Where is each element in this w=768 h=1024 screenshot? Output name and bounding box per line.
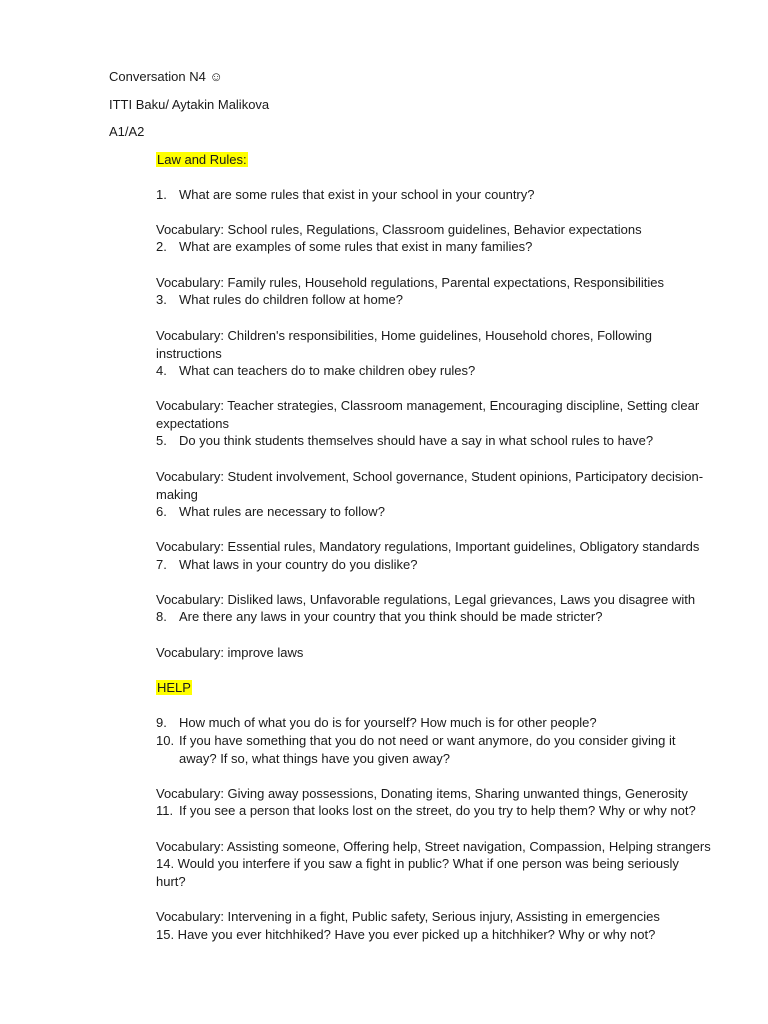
section-heading-law bbox=[156, 151, 248, 169]
question-14-continued: hurt? bbox=[156, 874, 186, 889]
section-heading-help bbox=[156, 679, 192, 697]
vocabulary-2: Vocabulary: Family rules, Household regulations, Parental expectations, Responsibilities bbox=[156, 275, 664, 290]
highlighted-heading: Law and Rules: bbox=[157, 152, 247, 167]
question-text: What rules are necessary to follow? bbox=[179, 504, 385, 519]
question-text: What can teachers do to make children obey rules? bbox=[179, 363, 476, 378]
question-3 bbox=[156, 291, 403, 309]
question-10-continued: away? If so, what things have you given away? bbox=[179, 751, 450, 766]
vocabulary-5-line1: Vocabulary: Student involvement, School governance, Student opinions, Participatory decision- bbox=[156, 469, 704, 484]
question-8 bbox=[156, 608, 602, 626]
vocabulary-5-line2: making bbox=[156, 487, 198, 502]
question-text: Do you think students themselves should have a say in what school rules to have? bbox=[179, 433, 654, 448]
vocabulary-11: Vocabulary: Assisting someone, Offering help, Street navigation, Compassion, Helping strangers bbox=[156, 839, 711, 854]
question-number: 4. bbox=[156, 363, 167, 378]
question-text: If you have something that you do not need or want anymore, do you consider giving it bbox=[179, 733, 676, 748]
question-text: Are there any laws in your country that you think should be made stricter? bbox=[179, 609, 603, 624]
author-line: ITTI Baku/ Aytakin Malikova bbox=[109, 97, 270, 112]
highlighted-heading: HELP bbox=[157, 680, 191, 695]
question-number: 2. bbox=[156, 239, 167, 254]
question-15: 15. Have you ever hitchhiked? Have you ever picked up a hitchhiker? Why or why not? bbox=[156, 927, 656, 942]
vocabulary-8: Vocabulary: improve laws bbox=[156, 645, 304, 660]
question-number: 8. bbox=[156, 609, 167, 624]
question-6 bbox=[156, 503, 385, 521]
question-1 bbox=[156, 186, 535, 204]
level-line: A1/A2 bbox=[109, 124, 145, 139]
question-number: 7. bbox=[156, 557, 167, 572]
question-text: What laws in your country do you dislike? bbox=[179, 557, 418, 572]
question-number: 5. bbox=[156, 433, 167, 448]
question-9 bbox=[156, 714, 597, 732]
vocabulary-3-line2: instructions bbox=[156, 346, 222, 361]
question-number: 11. bbox=[156, 803, 174, 818]
question-4 bbox=[156, 362, 475, 380]
question-number: 3. bbox=[156, 292, 167, 307]
vocabulary-1: Vocabulary: School rules, Regulations, Classroom guidelines, Behavior expectations bbox=[156, 222, 642, 237]
question-text: What rules do children follow at home? bbox=[179, 292, 404, 307]
vocabulary-7: Vocabulary: Disliked laws, Unfavorable regulations, Legal grievances, Laws you disagree with bbox=[156, 592, 696, 607]
question-11 bbox=[156, 802, 696, 820]
question-number: 9. bbox=[156, 715, 167, 730]
question-text: What are some rules that exist in your school in your country? bbox=[179, 187, 535, 202]
question-text: How much of what you do is for yourself? How much is for other people? bbox=[179, 715, 597, 730]
question-7 bbox=[156, 556, 417, 574]
question-text: What are examples of some rules that exist in many families? bbox=[179, 239, 533, 254]
vocabulary-14: Vocabulary: Intervening in a fight, Public safety, Serious injury, Assisting in emergencies bbox=[156, 909, 660, 924]
question-number: 1. bbox=[156, 187, 167, 202]
vocabulary-10: Vocabulary: Giving away possessions, Donating items, Sharing unwanted things, Generosity bbox=[156, 786, 688, 801]
question-number: 10. bbox=[156, 733, 175, 748]
document-title: Conversation N4 ☺ bbox=[109, 69, 223, 84]
question-5 bbox=[156, 432, 653, 450]
question-text: If you see a person that looks lost on the street, do you try to help them? Why or why not? bbox=[179, 803, 696, 818]
question-2 bbox=[156, 238, 532, 256]
question-14: 14. Would you interfere if you saw a fight in public? What if one person was being seriously bbox=[156, 856, 679, 871]
vocabulary-3-line1: Vocabulary: Children's responsibilities, Home guidelines, Household chores, Following bbox=[156, 328, 653, 343]
vocabulary-6: Vocabulary: Essential rules, Mandatory regulations, Important guidelines, Obligatory standards bbox=[156, 539, 700, 554]
question-10 bbox=[156, 732, 675, 750]
vocabulary-4-line1: Vocabulary: Teacher strategies, Classroom management, Encouraging discipline, Setting clear bbox=[156, 398, 700, 413]
question-number: 6. bbox=[156, 504, 167, 519]
vocabulary-4-line2: expectations bbox=[156, 416, 229, 431]
